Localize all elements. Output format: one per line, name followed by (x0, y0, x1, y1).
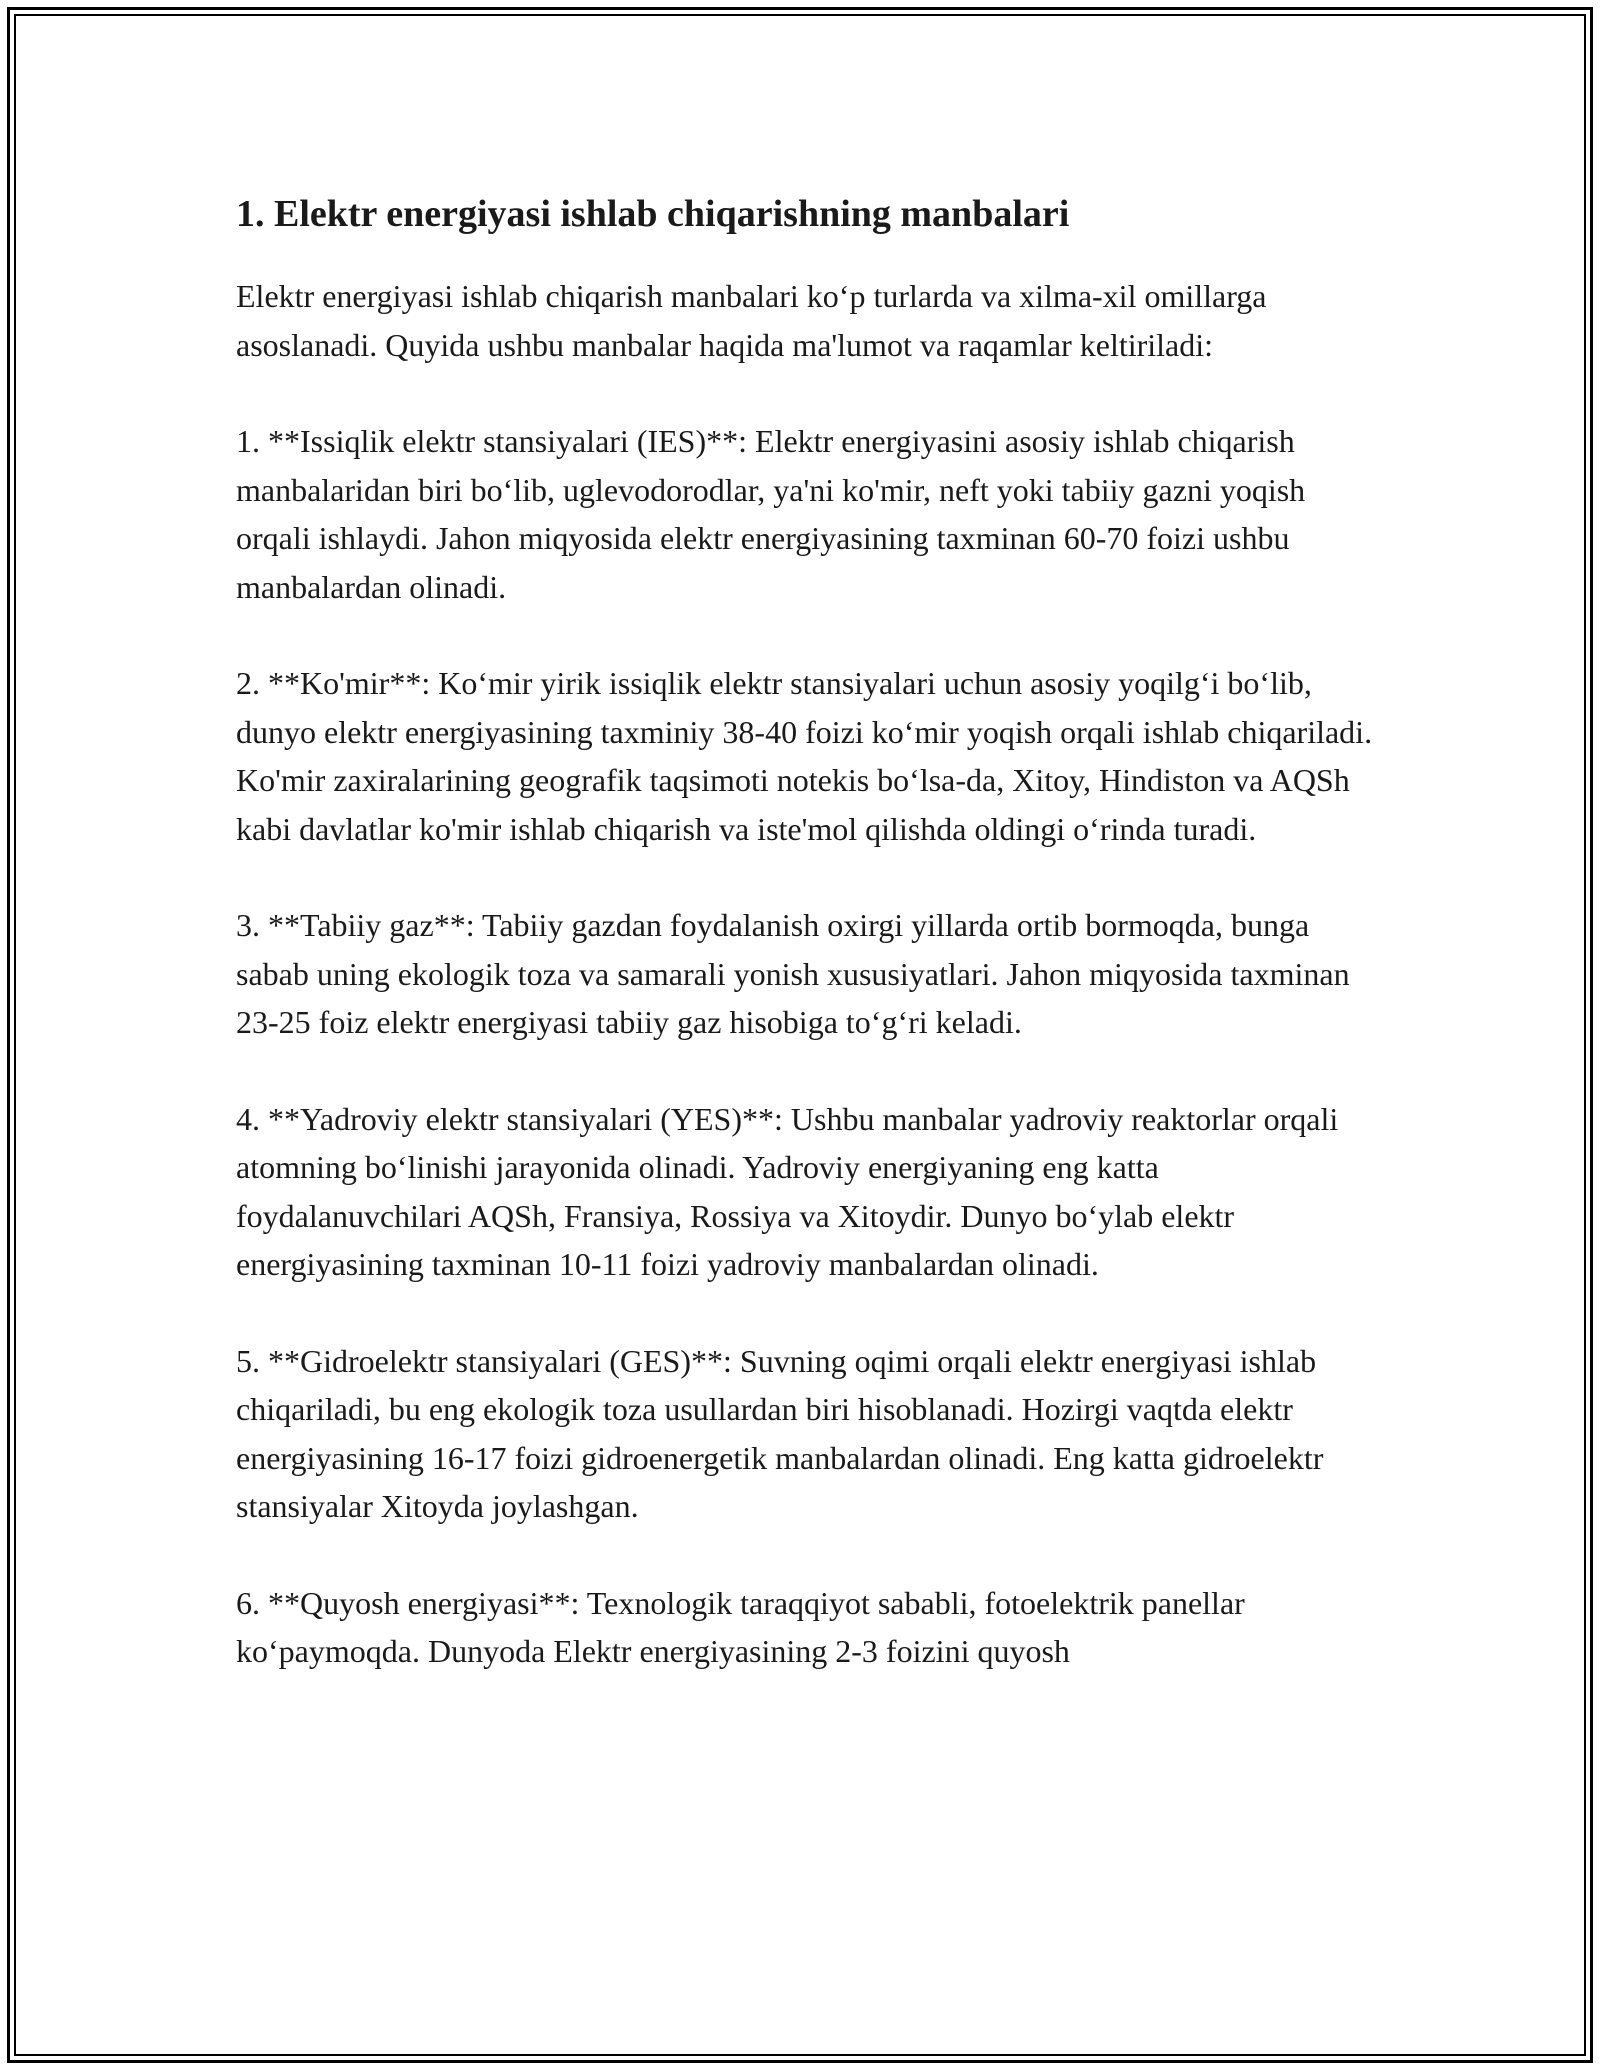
intro-paragraph: Elektr energiyasi ishlab chiqarish manbalari ko‘p turlarda va xilma-xil omillarga asoslanadi. Quyida ushbu manbalar haqida ma'lumot va raqamlar keltiriladi: (236, 278, 1267, 363)
section-heading: 1. Elektr energiyasi ishlab chiqarishning manbalari (236, 193, 1070, 235)
paragraph-solar-energy: 6. **Quyosh energiyasi**: Texnologik taraqqiyot sababli, fotoelektrik panellar ko‘paymoqda. Dunyoda Elektr energiyasining 2-3 foizini quyosh (236, 1584, 1245, 1669)
paragraph-natural-gas: 3. **Tabiiy gaz**: Tabiiy gazdan foydalanish oxirgi yillarda ortib bormoqda, bunga sabab uning ekologik toza va samarali yonish xususiyatlari. Jahon miqyosida taxminan 23-25 foiz elektr energiyasi tabiiy gaz hisobiga to‘g‘ri keladi. (236, 907, 1350, 1040)
paragraph-nuclear-power-plants: 4. **Yadroviy elektr stansiyalari (YES)**: Ushbu manbalar yadroviy reaktorlar orqali atomning bo‘linishi jarayonida olinadi. Yadroviy energiyaning eng katta foydalanuvchilari AQSh, Fransiya, Rossiya va Xitoydir. Dunyo bo‘ylab elektr energiyasining taxminan 10-11 foizi yadroviy manbalardan olinadi. (236, 1100, 1339, 1282)
paragraph-coal: 2. **Ko'mir**: Ko‘mir yirik issiqlik elektr stansiyalari uchun asosiy yoqilg‘i bo‘lib, dunyo elektr energiyasining taxminiy 38-40 foizi ko‘mir yoqish orqali ishlab chiqariladi. Ko'mir zaxiralarining geografik taqsimoti notekis bo‘lsa-da, Xitoy, Hindiston va AQSh kabi davlatlar ko'mir ishlab chiqarish va iste'mol qilishda oldingi o‘rinda turadi. (236, 665, 1373, 847)
paragraph-hydroelectric-plants: 5. **Gidroelektr stansiyalari (GES)**: Suvning oqimi orqali elektr energiyasi ishlab chiqariladi, bu eng ekologik toza usullardan biri hisoblanadi. Hozirgi vaqtda elektr energiyasining 16-17 foizi gidroenergetik manbalardan olinadi. Eng katta gidroelektr stansiyalar Xitoyda joylashgan. (236, 1342, 1324, 1524)
paragraph-thermal-power-plants: 1. **Issiqlik elektr stansiyalari (IES)**: Elektr energiyasini asosiy ishlab chiqarish manbalaridan biri bo‘lib, uglevodorodlar, ya'ni ko'mir, neft yoki tabiiy gazni yoqish orqali ishlaydi. Jahon miqyosida elektr energiyasining taxminan 60-70 foizi ushbu manbalardan olinadi. (236, 423, 1306, 605)
document-body (236, 186, 1386, 1724)
